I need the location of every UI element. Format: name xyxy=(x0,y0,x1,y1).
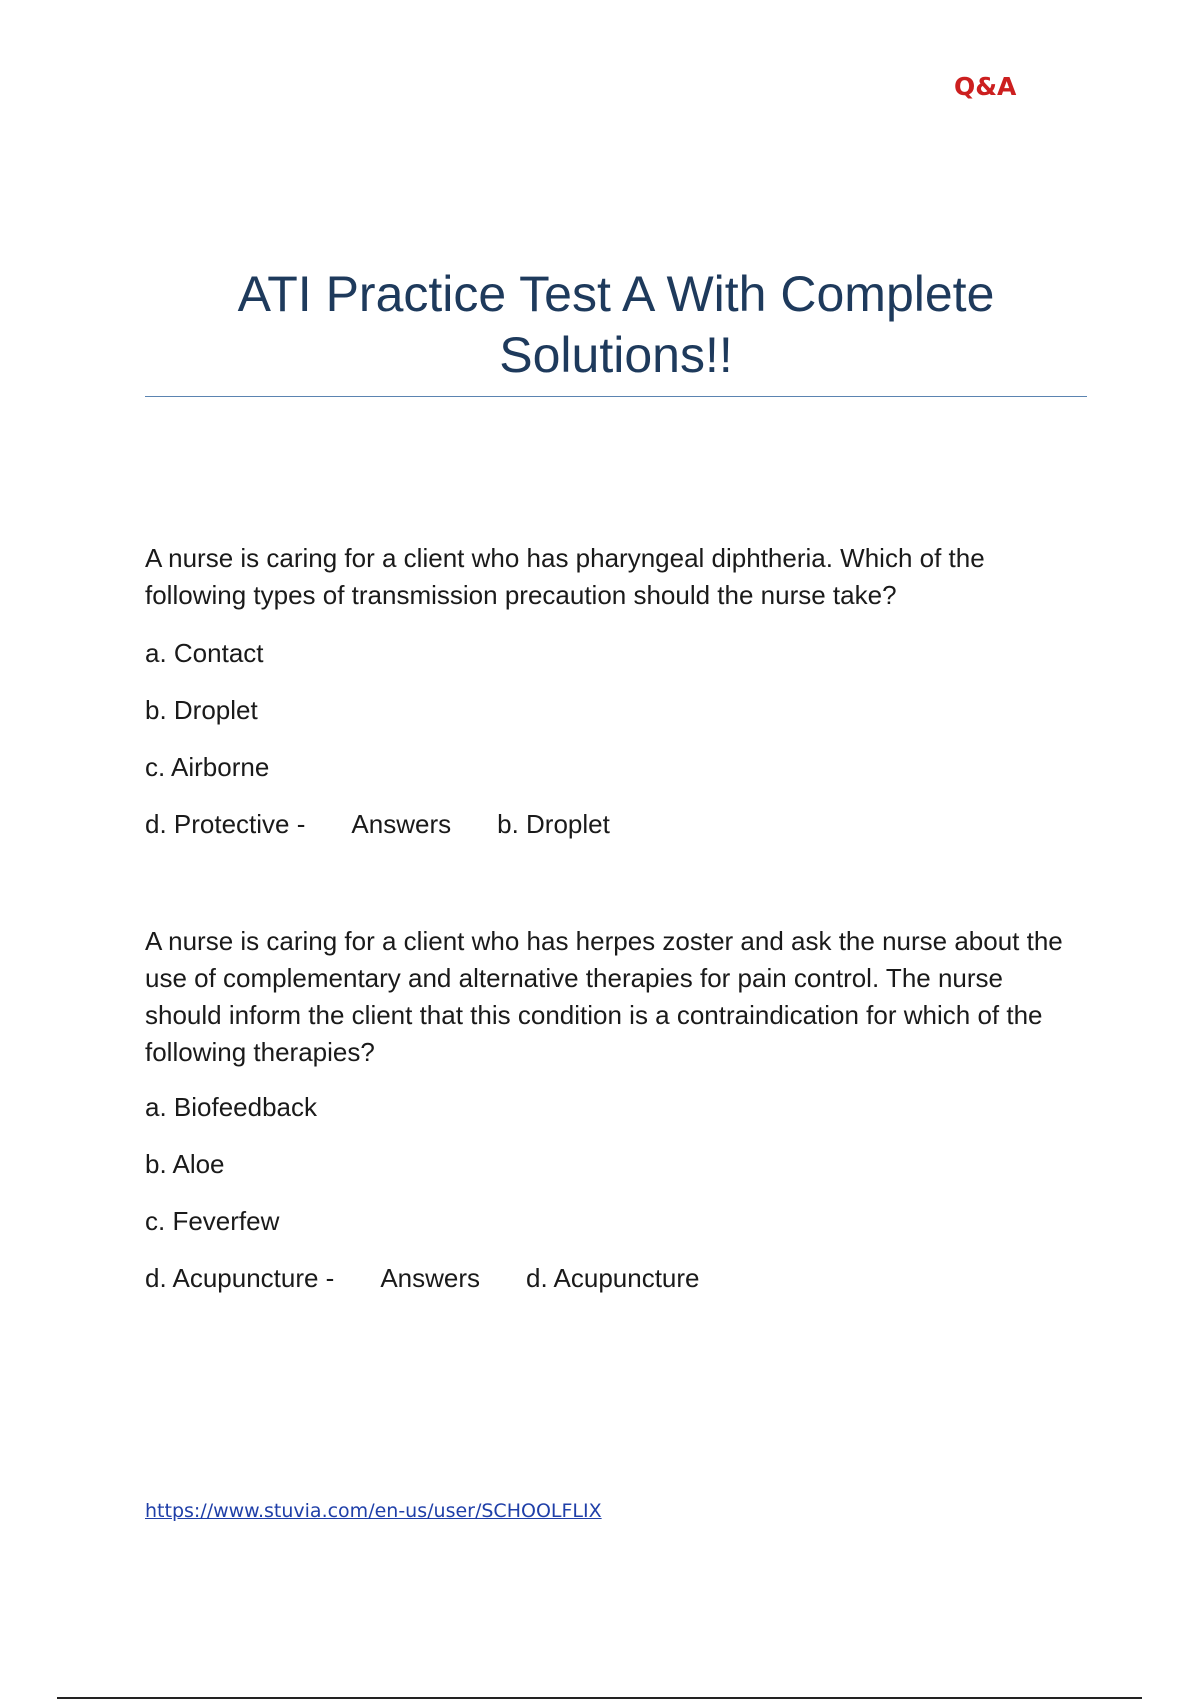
option-d: d. Protective - xyxy=(145,809,306,839)
answer-label: Answers xyxy=(351,809,452,839)
question-text: A nurse is caring for a client who has pharyngeal diphtheria. Which of the following types of transmission precaution should the nurse take? xyxy=(145,543,985,610)
option-c: c. Feverfew xyxy=(145,1206,280,1236)
option-d-with-answer xyxy=(145,809,1085,839)
option-b: b. Droplet xyxy=(145,695,258,725)
answer-value: b. Droplet xyxy=(497,809,610,839)
qa-tag: Q&A xyxy=(954,72,1017,101)
option-b: b. Aloe xyxy=(145,1149,225,1179)
option-d-with-answer xyxy=(145,1263,1085,1293)
option-c: c. Airborne xyxy=(145,752,270,782)
question-text: A nurse is caring for a client who has herpes zoster and ask the nurse about the use of complementary and alternative therapies for pain control. The nurse should inform the client that this condition is a contraindication for which of the following therapies? xyxy=(145,926,1063,1067)
question-2 xyxy=(145,923,1085,1293)
document-title: ATI Practice Test A With Complete Solutions!! xyxy=(237,266,995,383)
title-divider xyxy=(145,396,1087,397)
option-a: a. Contact xyxy=(145,638,264,668)
option-d: d. Acupuncture - xyxy=(145,1263,335,1293)
option-a: a. Biofeedback xyxy=(145,1092,318,1122)
question-1 xyxy=(145,540,1085,839)
answer-label: Answers xyxy=(380,1263,481,1293)
answer-value: d. Acupuncture xyxy=(526,1263,700,1293)
footer-link[interactable]: https://www.stuvia.com/en-us/user/SCHOOLFLIX xyxy=(145,1500,602,1522)
page-bottom-divider xyxy=(57,1697,1142,1699)
